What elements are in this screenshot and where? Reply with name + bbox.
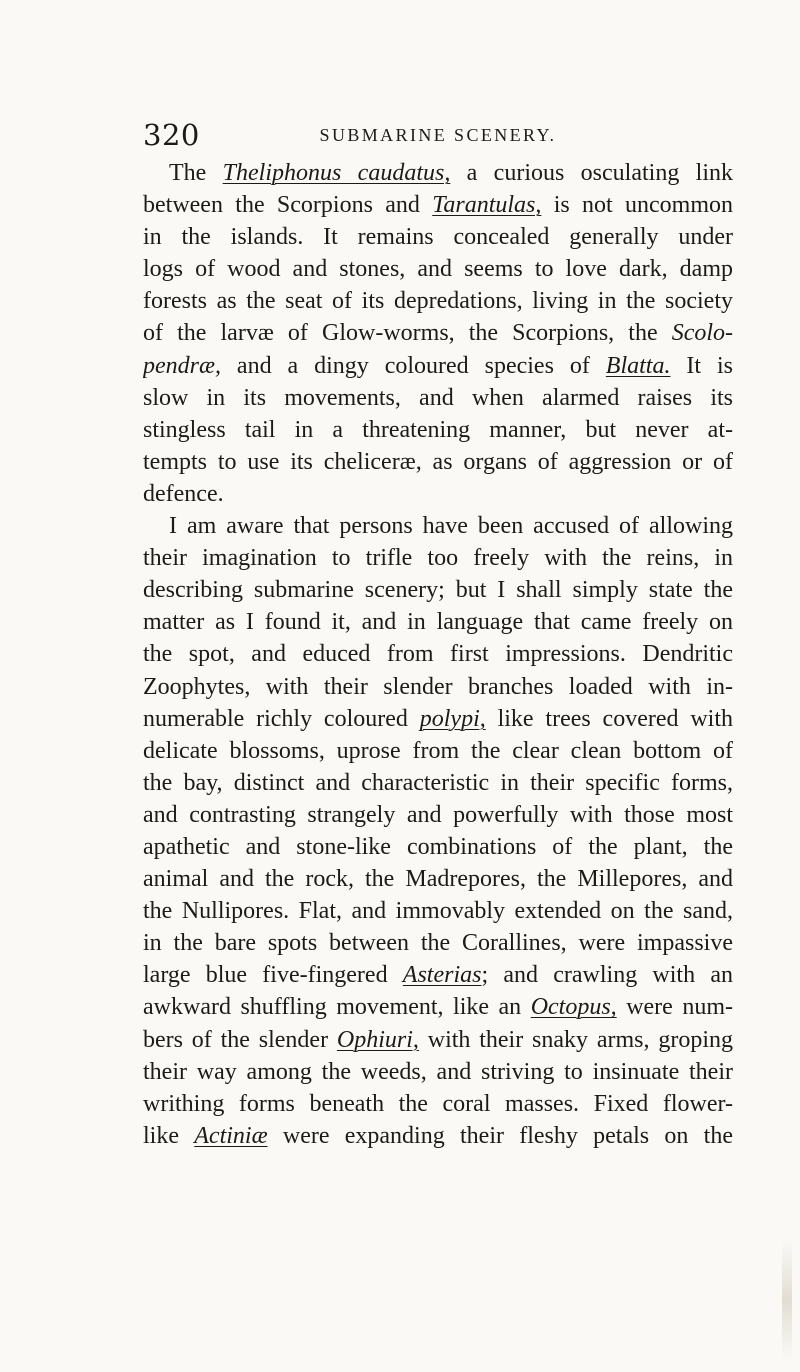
text-line — [143, 606, 733, 638]
text-line — [143, 350, 733, 382]
text-run: It is — [670, 352, 733, 379]
italic-term: Asterias — [402, 962, 482, 989]
text-line — [143, 574, 733, 606]
text-line — [143, 863, 733, 895]
italic-term: Ophiuri, — [336, 1026, 419, 1053]
italic-term: pendræ, — [143, 352, 221, 379]
text-run: writhing forms beneath the coral masses. Fixed flower- — [143, 1090, 733, 1117]
text-line — [143, 703, 733, 735]
text-run: matter as I found it, and in language that came freely on — [143, 609, 733, 636]
italic-term: Blatta. — [605, 352, 671, 379]
text-line — [143, 1088, 733, 1120]
text-run: ; and crawling with an — [481, 962, 733, 989]
text-line — [143, 414, 733, 446]
text-run: delicate blossoms, uprose from the clear clean bottom of — [143, 737, 733, 764]
text-line — [143, 638, 733, 670]
text-run: between the Scorpions and — [143, 192, 433, 219]
text-line — [143, 510, 733, 542]
text-run: a curious osculating link — [450, 160, 733, 186]
text-run: slow in its movements, and when alarmed raises its — [143, 384, 733, 411]
text-run: I am aware that persons have been accused of allowing — [169, 513, 733, 540]
text-run: and contrasting strangely and powerfully with those most — [143, 801, 733, 828]
text-run: describing submarine scenery; but I shall simply state the — [143, 577, 733, 604]
text-line — [143, 189, 733, 221]
text-line — [143, 671, 733, 703]
text-run: apathetic and stone-like combinations of the plant, the — [143, 833, 733, 860]
text-run: were expanding their fleshy petals on the — [267, 1122, 733, 1149]
running-title: SUBMARINE SCENERY. — [319, 125, 557, 145]
text-line — [143, 895, 733, 927]
text-run: defence. — [143, 480, 224, 507]
text-run: is not uncommon — [541, 192, 733, 219]
text-line — [143, 446, 733, 478]
text-run: logs of wood and stones, and seems to love dark, damp — [143, 256, 733, 283]
text-line — [143, 927, 733, 959]
text-line — [143, 542, 733, 574]
text-run: were num- — [616, 994, 733, 1021]
text-run: Zoophytes, with their slender branches loaded with in- — [143, 673, 733, 700]
page-number: 320 — [143, 118, 200, 152]
text-run: The — [169, 160, 223, 186]
running-head — [143, 118, 733, 152]
text-run: their way among the weeds, and striving to insinuate their — [143, 1058, 733, 1085]
text-line — [143, 959, 733, 991]
text-run: large blue five-fingered — [143, 962, 403, 989]
text-run: their imagination to trifle too freely with the reins, in — [143, 545, 733, 572]
text-line — [143, 991, 733, 1023]
page-edge-stain — [782, 1240, 792, 1360]
body-text — [143, 157, 733, 1152]
text-line — [143, 1120, 733, 1152]
italic-term: Actiniæ — [194, 1122, 268, 1149]
italic-term: Scolo- — [671, 320, 733, 347]
text-line — [143, 285, 733, 317]
text-line — [143, 831, 733, 863]
text-run: the bay, distinct and characteristic in their specific forms, — [143, 769, 733, 796]
text-run: in the islands. It remains concealed generally under — [143, 224, 733, 251]
text-run: with their snaky arms, groping — [418, 1026, 733, 1053]
text-line — [143, 317, 733, 349]
text-line — [143, 1056, 733, 1088]
text-run: like trees covered with — [485, 705, 733, 732]
text-line — [143, 799, 733, 831]
italic-term: Tarantulas, — [432, 192, 542, 219]
italic-term: Octopus, — [530, 994, 617, 1021]
text-run: bers of the slender — [143, 1026, 337, 1053]
text-run: stingless tail in a threatening manner, but never at- — [143, 416, 733, 443]
text-run: numerable richly coloured — [143, 705, 420, 732]
text-line — [143, 157, 733, 189]
text-run: the Nullipores. Flat, and immovably extended on the sand, — [143, 898, 733, 925]
text-line — [143, 382, 733, 414]
text-line — [143, 478, 733, 510]
italic-term: Theliphonus caudatus, — [222, 160, 451, 186]
text-run: the spot, and educed from first impressions. Dendritic — [143, 641, 733, 668]
text-run: animal and the rock, the Madrepores, the Millepores, and — [143, 866, 733, 893]
text-run: in the bare spots between the Corallines, were impassive — [143, 930, 733, 957]
text-run: awkward shuffling movement, like an — [143, 994, 531, 1021]
text-line — [143, 767, 733, 799]
text-run: and a dingy coloured species of — [221, 352, 606, 379]
text-line — [143, 253, 733, 285]
text-run: of the larvæ of Glow-worms, the Scorpions, the — [143, 320, 672, 347]
text-run: tempts to use its cheliceræ, as organs of aggression or of — [143, 448, 733, 475]
italic-term: polypi, — [419, 705, 486, 732]
text-line — [143, 1024, 733, 1056]
text-run: forests as the seat of its depredations, living in the society — [143, 288, 733, 315]
text-line — [143, 221, 733, 253]
text-line — [143, 735, 733, 767]
text-run: like — [143, 1122, 195, 1149]
